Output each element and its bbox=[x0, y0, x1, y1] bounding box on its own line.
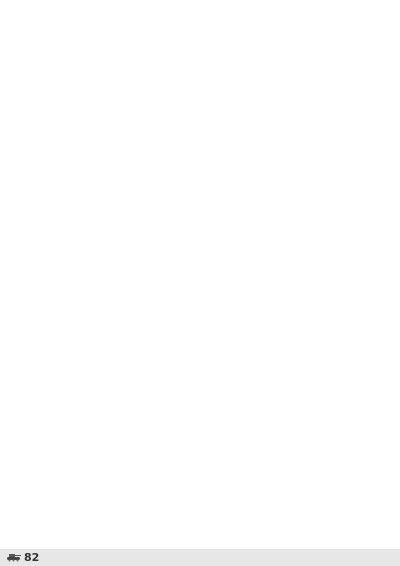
text-column-left bbox=[18, 16, 194, 536]
text-column-right bbox=[203, 16, 379, 536]
tank-icon bbox=[6, 553, 22, 562]
page-number: 82 bbox=[24, 551, 40, 564]
footer-bar bbox=[0, 549, 400, 566]
